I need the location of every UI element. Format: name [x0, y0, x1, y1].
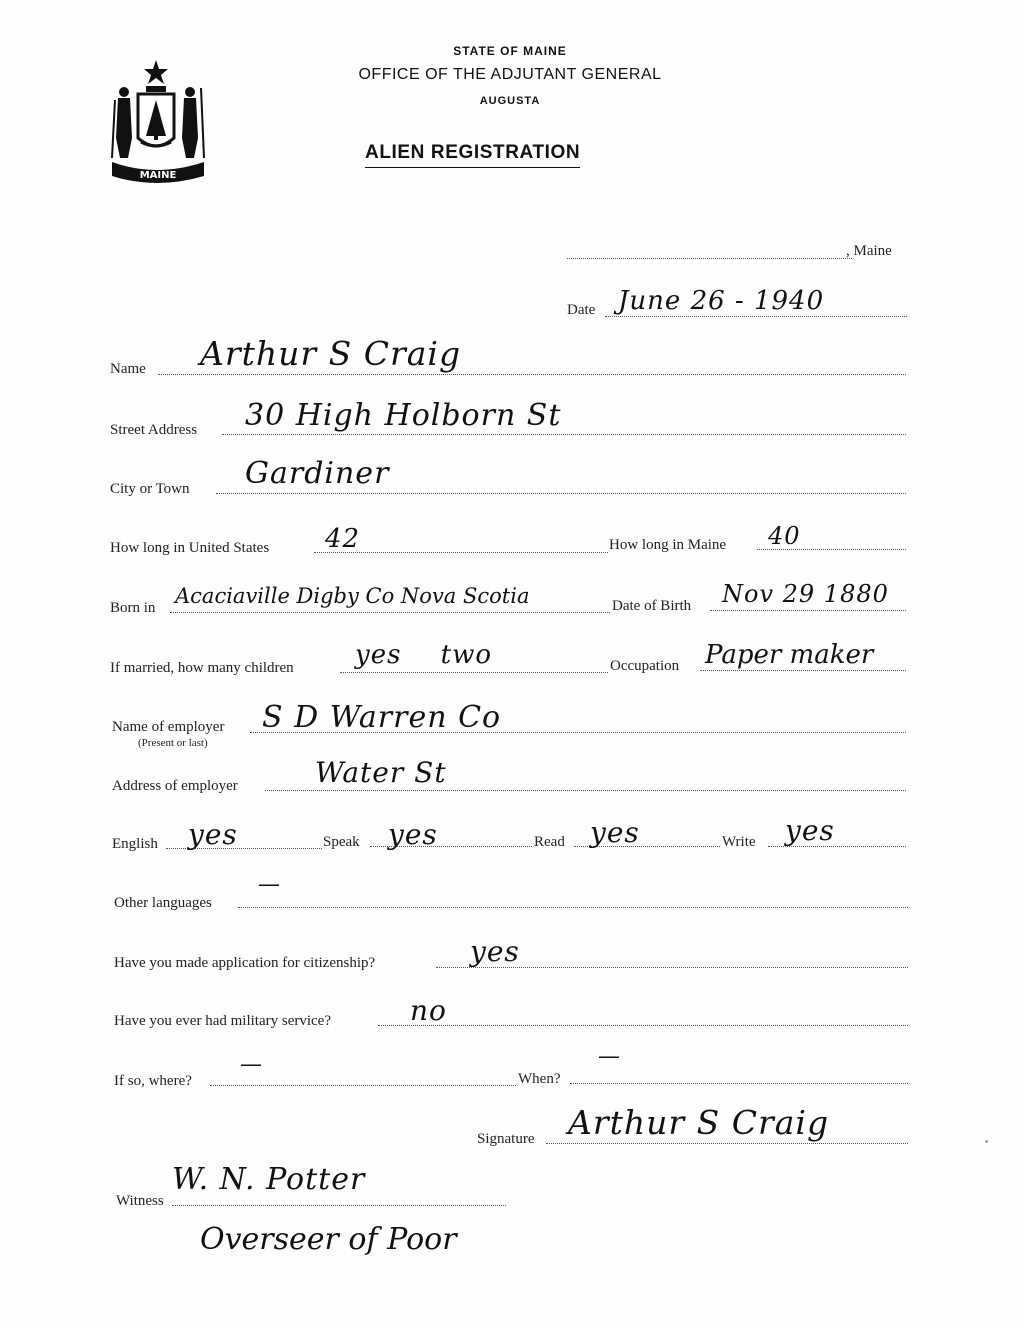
employer-address-label: Address of employer	[112, 778, 238, 794]
military-entry: no	[410, 994, 447, 1027]
street-entry: 30 High Holborn St	[245, 398, 562, 433]
street-dotted-line	[222, 434, 906, 435]
military-dotted-line	[378, 1025, 908, 1026]
read-entry: yes	[590, 816, 640, 849]
how-long-maine-label: How long in Maine	[609, 537, 727, 553]
state-seal-emblem	[108, 58, 220, 184]
witness-entry: W. N. Potter	[172, 1162, 366, 1197]
speak-entry: yes	[388, 818, 438, 851]
dob-entry: Nov 29 1880	[722, 580, 889, 608]
english-entry: yes	[188, 818, 238, 851]
street-label: Street Address	[110, 422, 198, 438]
witness-label: Witness	[116, 1193, 164, 1209]
signature-entry: Arthur S Craig	[568, 1103, 830, 1142]
married-label: If married, how many children	[110, 660, 294, 676]
born-entry: Acaciaville Digby Co Nova Scotia	[175, 584, 530, 608]
dob-label: Date of Birth	[612, 598, 692, 614]
when-dotted-line	[570, 1083, 908, 1084]
children-entry: yes two	[355, 640, 493, 670]
occupation-label: Occupation	[610, 658, 680, 674]
svg-text:MAINE: MAINE	[139, 170, 177, 181]
city-label: City or Town	[110, 481, 190, 497]
form-title: ALIEN REGISTRATION	[365, 142, 580, 168]
how-long-us-label: How long in United States	[110, 540, 270, 556]
witness-title-entry: Overseer of Poor	[200, 1222, 457, 1257]
employer-label: Name of employer	[112, 719, 225, 735]
date-label: Date	[567, 302, 596, 318]
date-entry: June 26 - 1940	[618, 286, 825, 316]
citizenship-label: Have you made application for citizenship?	[114, 955, 376, 971]
dob-dotted-line	[710, 610, 906, 611]
witness-dotted-line	[172, 1205, 506, 1206]
office-heading: OFFICE OF THE ADJUTANT GENERAL	[358, 66, 662, 83]
name-label: Name	[110, 361, 146, 377]
state-heading: STATE OF MAINE	[453, 44, 567, 58]
maine-label: , Maine	[846, 243, 892, 259]
other-languages-entry: —	[258, 872, 281, 897]
occupation-dotted-line	[700, 670, 906, 671]
speak-label: Speak	[323, 834, 360, 850]
name-entry: Arthur S Craig	[200, 334, 462, 373]
write-entry: yes	[785, 814, 835, 847]
read-label: Read	[534, 834, 565, 850]
citizenship-entry: yes	[470, 935, 520, 968]
signature-label: Signature	[477, 1131, 535, 1147]
how-long-maine-entry: 40	[768, 522, 801, 550]
where-dotted-line	[210, 1085, 516, 1086]
scan-speck	[985, 1140, 988, 1143]
city-entry: Gardiner	[245, 456, 390, 491]
born-label: Born in	[110, 600, 156, 616]
write-label: Write	[722, 834, 756, 850]
where-label: If so, where?	[114, 1073, 192, 1089]
where-entry: —	[240, 1052, 263, 1077]
children-dotted-line	[340, 672, 608, 673]
employer-entry: S D Warren Co	[262, 700, 502, 735]
english-label: English	[112, 836, 158, 852]
when-label: When?	[518, 1071, 561, 1087]
employer-address-entry: Water St	[315, 756, 447, 789]
when-entry: —	[598, 1044, 621, 1069]
occupation-entry: Paper maker	[705, 640, 874, 670]
other-languages-dotted-line	[238, 907, 908, 908]
city-heading: AUGUSTA	[479, 95, 541, 107]
signature-dotted-line	[546, 1143, 908, 1144]
how-long-us-entry: 42	[325, 524, 361, 554]
other-languages-label: Other languages	[114, 895, 212, 911]
employer-sub-label: (Present or last)	[138, 737, 208, 749]
maine-dotted-line	[567, 258, 852, 259]
date-dotted-line	[605, 316, 907, 317]
name-dotted-line	[158, 374, 906, 375]
city-dotted-line	[216, 493, 906, 494]
military-label: Have you ever had military service?	[114, 1013, 331, 1029]
born-dotted-line	[170, 612, 610, 613]
employer-address-dotted-line	[265, 790, 906, 791]
